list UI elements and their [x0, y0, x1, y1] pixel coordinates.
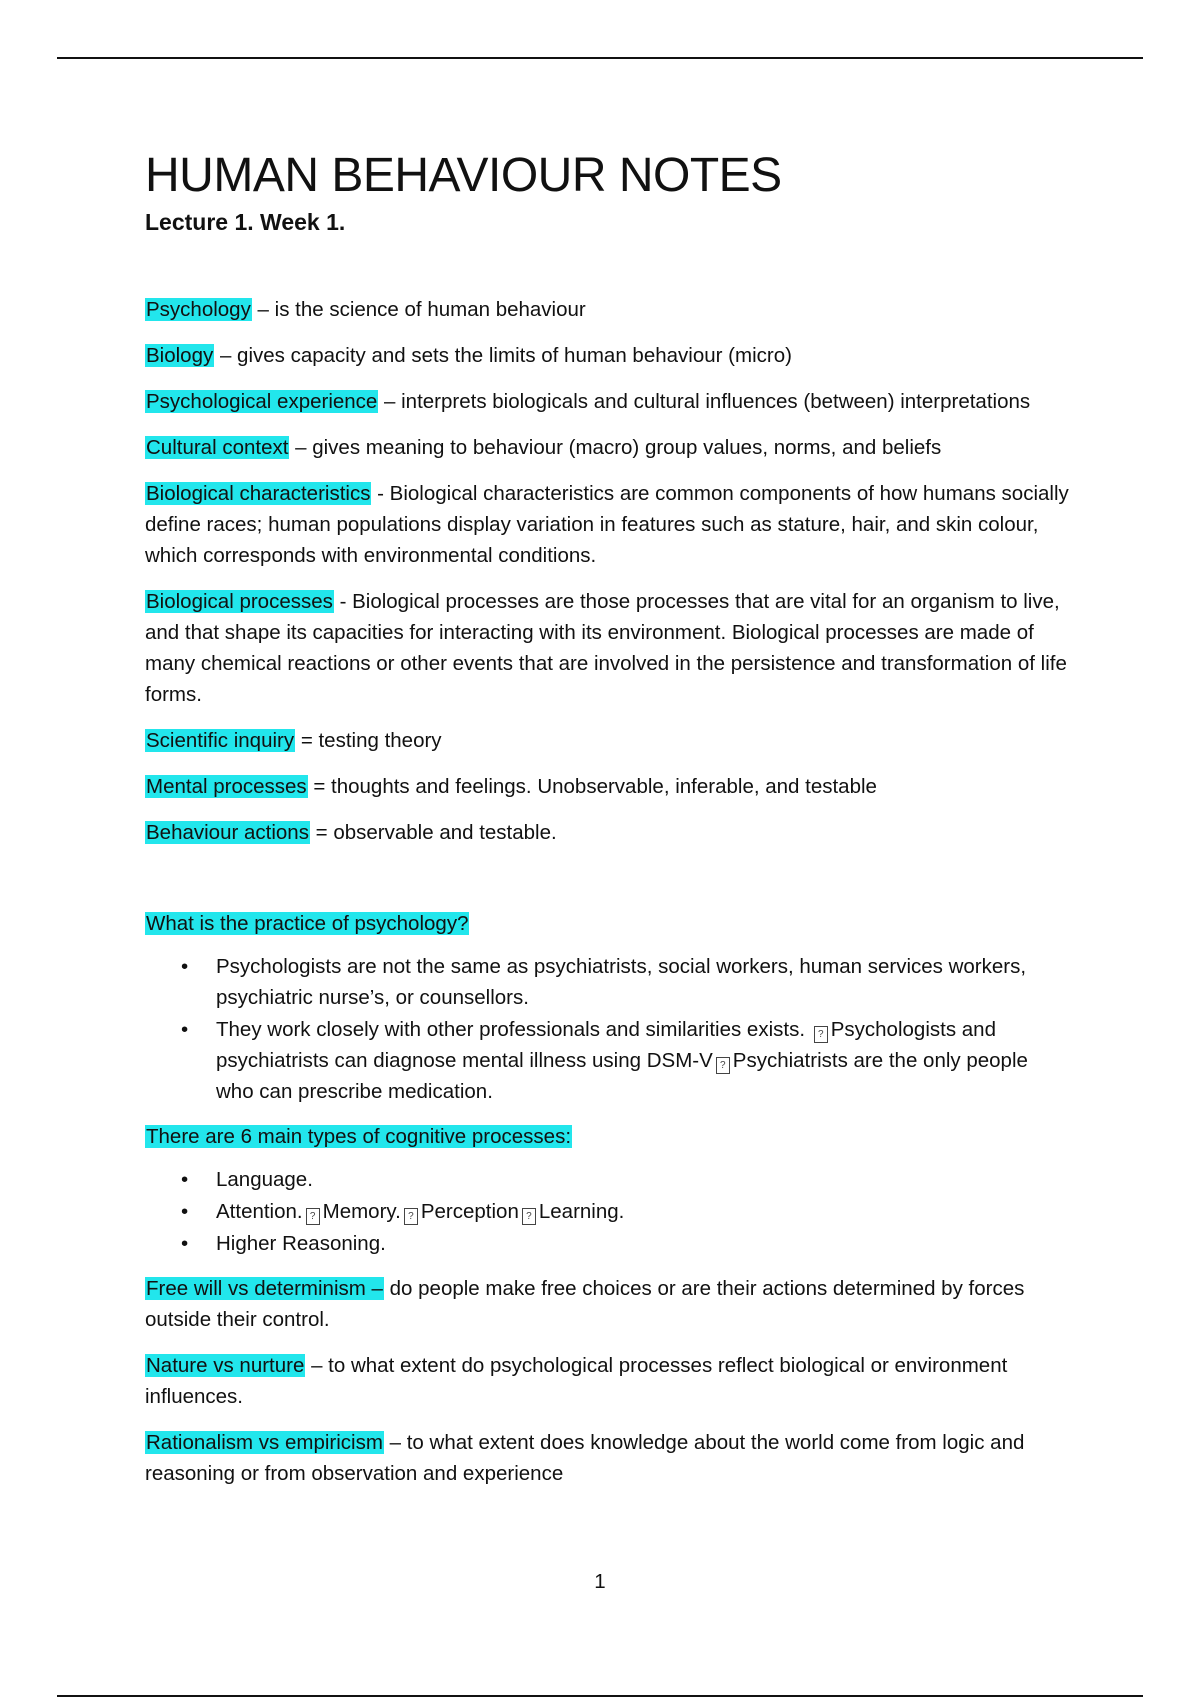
definition-psychology [145, 294, 1070, 325]
missing-glyph-icon: ? [522, 1208, 536, 1225]
term-highlight: Free will vs determinism – [146, 1276, 383, 1300]
definition-text: = thoughts and feelings. Unobservable, inferable, and testable [307, 774, 877, 798]
missing-glyph-icon: ? [404, 1208, 418, 1225]
missing-glyph-icon: ? [716, 1057, 730, 1074]
definition-text: – gives meaning to behaviour (macro) group values, norms, and beliefs [289, 435, 942, 459]
definitions-list [145, 294, 1070, 848]
practice-bullet-list [145, 951, 1070, 1107]
list-item [145, 1164, 1070, 1195]
missing-glyph-icon: ? [814, 1026, 828, 1043]
definition-cultural-context [145, 432, 1070, 463]
term-highlight: Mental processes [146, 774, 307, 798]
bullet-text: Psychologists are not the same as psychiatrists, social workers, human services workers, psychiatric nurse’s, or counsellors. [216, 954, 1027, 1009]
bullet-text: Attention. [216, 1199, 303, 1223]
definition-text: – is the science of human behaviour [251, 297, 586, 321]
bullet-text: They work closely with other professionals and similarities exists. [216, 1017, 806, 1041]
definition-text: – gives capacity and sets the limits of human behaviour (micro) [214, 343, 792, 367]
definition-text: = observable and testable. [309, 820, 557, 844]
lecture-subtitle: Lecture 1. Week 1. [145, 208, 346, 235]
bullet-text: Learning. [538, 1199, 625, 1223]
debate-text: – to what extent does knowledge about the world come from logic and reasoning or from observation and experience [145, 1430, 1025, 1485]
bullet-text: Perception [420, 1199, 519, 1223]
term-highlight: Psychology [146, 297, 251, 321]
bottom-rule [57, 1695, 1143, 1697]
debate-text: – to what extent do psychological processes reflect biological or environment influences. [145, 1353, 1008, 1408]
term-highlight: Rationalism vs empiricism [146, 1430, 383, 1454]
bullet-icon: • [181, 1231, 189, 1255]
term-highlight: Behaviour actions [146, 820, 309, 844]
document-page [145, 150, 1070, 1504]
bullet-text: Language. [216, 1167, 313, 1191]
page-number: 1 [594, 1570, 606, 1593]
cognitive-section-heading [145, 1121, 1070, 1152]
term-highlight: Nature vs nurture [146, 1353, 305, 1377]
definition-behaviour-actions [145, 817, 1070, 848]
list-item [145, 1196, 1070, 1227]
bullet-icon: • [181, 1017, 189, 1041]
term-highlight: Psychological experience [146, 389, 378, 413]
top-rule [57, 57, 1143, 59]
practice-section-heading [145, 908, 1070, 939]
debate-free-will [145, 1273, 1070, 1335]
list-item [145, 951, 1070, 1013]
term-highlight: Cultural context [146, 435, 289, 459]
term-highlight: Scientific inquiry [146, 728, 295, 752]
definition-scientific-inquiry [145, 725, 1070, 756]
list-item [145, 1228, 1070, 1259]
debate-text: do people make free choices or are their actions determined by forces outside their control. [145, 1276, 1025, 1331]
definition-text: = testing theory [295, 728, 442, 752]
definition-text: - Biological characteristics are common components of how humans socially define races; human populations display variation in features such as stature, hair, and skin colour, which corresponds with environmental conditions. [145, 481, 1069, 567]
term-highlight: Biology [146, 343, 214, 367]
definition-text: - Biological processes are those processes that are vital for an organism to live, and that shape its capacities for interacting with its environment. Biological processes are made of many chemical reactions or other events that are involved in the persistence and transformation of life forms. [145, 589, 1067, 706]
bullet-text: Memory. [322, 1199, 401, 1223]
bullet-icon: • [181, 1167, 189, 1191]
bullet-text: Psychologists and psychiatrists can diagnose mental illness using DSM-V [216, 1017, 996, 1072]
heading-highlight: There are 6 main types of cognitive processes: [146, 1124, 572, 1148]
definition-biological-processes [145, 586, 1070, 710]
bullet-text: Higher Reasoning. [216, 1231, 386, 1255]
heading-highlight: What is the practice of psychology? [146, 911, 469, 935]
debates-list [145, 1273, 1070, 1489]
missing-glyph-icon: ? [306, 1208, 320, 1225]
term-highlight: Biological characteristics [146, 481, 371, 505]
definition-biological-characteristics [145, 478, 1070, 571]
bullet-icon: • [181, 954, 189, 978]
definition-mental-processes [145, 771, 1070, 802]
list-item [145, 1014, 1070, 1107]
definition-biology [145, 340, 1070, 371]
definition-text: – interprets biologicals and cultural influences (between) interpretations [378, 389, 1031, 413]
document-title: HUMAN BEHAVIOUR NOTES [145, 149, 782, 202]
cognitive-bullet-list [145, 1164, 1070, 1259]
definition-psychological-experience [145, 386, 1070, 417]
bullet-icon: • [181, 1199, 189, 1223]
term-highlight: Biological processes [146, 589, 333, 613]
bullet-text: Psychiatrists are the only people who can prescribe medication. [216, 1048, 1028, 1103]
debate-nature-nurture [145, 1350, 1070, 1412]
debate-rationalism-empiricism [145, 1427, 1070, 1489]
